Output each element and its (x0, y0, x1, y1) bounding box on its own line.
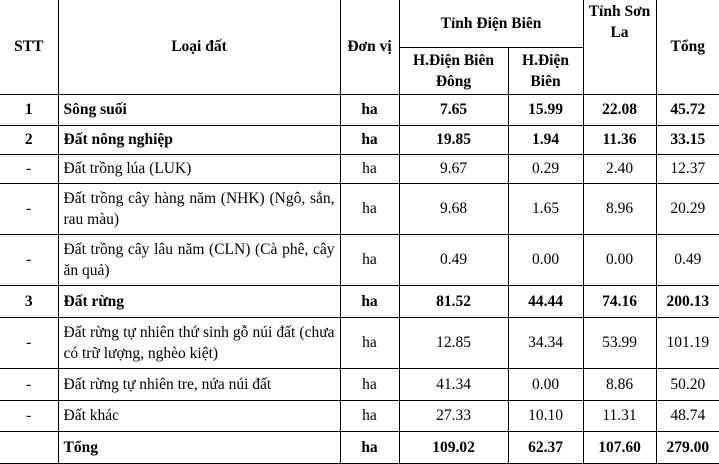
header-row-top (0, 0, 719, 47)
row-dien-bien-cell: 0.00 (508, 368, 583, 400)
row-stt-cell: 2 (0, 125, 58, 154)
header-dien-bien-district: H.Điện Biên (508, 47, 583, 94)
row-stt-cell: - (0, 317, 58, 368)
table-row (0, 234, 719, 285)
header-son-la-province (583, 0, 656, 94)
row-unit-cell: ha (340, 317, 399, 368)
table-row (0, 94, 719, 125)
table-row (0, 431, 719, 463)
row-dien-bien-cell: 0.29 (508, 154, 583, 183)
row-sop-cop-cell: 22.08 (583, 94, 656, 125)
row-sop-cop-cell: 107.60 (583, 431, 656, 463)
row-sop-cop-cell: 53.99 (583, 317, 656, 368)
row-dien-bien-cell: 44.44 (508, 285, 583, 317)
row-sop-cop-cell: 8.96 (583, 183, 656, 234)
row-dien-bien-dong-cell: 9.67 (399, 154, 508, 183)
row-unit-cell: ha (340, 94, 399, 125)
row-land-type-cell: Đất rừng tự nhiên thứ sinh gỗ núi đất (chưa có trữ lượng, nghèo kiệt) (58, 317, 340, 368)
row-dien-bien-cell: 10.10 (508, 400, 583, 431)
table-row (0, 183, 719, 234)
row-unit-cell: ha (340, 400, 399, 431)
row-sop-cop-cell: 2.40 (583, 154, 656, 183)
row-land-type-cell: Đất rừng tự nhiên tre, nứa núi đất (58, 368, 340, 400)
row-total-cell: 20.29 (656, 183, 719, 234)
row-dien-bien-cell: 1.65 (508, 183, 583, 234)
row-unit-cell: ha (340, 125, 399, 154)
header-stt: STT (0, 0, 58, 94)
row-sop-cop-cell: 11.36 (583, 125, 656, 154)
row-stt-cell: - (0, 154, 58, 183)
row-unit-cell: ha (340, 368, 399, 400)
row-land-type-cell: Đất trồng lúa (LUK) (58, 154, 340, 183)
row-dien-bien-dong-cell: 12.85 (399, 317, 508, 368)
row-land-type-cell: Đất trồng cây hàng năm (NHK) (Ngô, sắn, rau màu) (58, 183, 340, 234)
row-land-type-cell: Đất rừng (58, 285, 340, 317)
row-stt-cell: - (0, 400, 58, 431)
row-land-type-cell: Đất khác (58, 400, 340, 431)
header-unit: Đơn vị (340, 0, 399, 94)
row-unit-cell: ha (340, 431, 399, 463)
row-dien-bien-cell: 15.99 (508, 94, 583, 125)
table-row (0, 317, 719, 368)
row-dien-bien-dong-cell: 9.68 (399, 183, 508, 234)
row-dien-bien-cell: 62.37 (508, 431, 583, 463)
row-dien-bien-dong-cell: 27.33 (399, 400, 508, 431)
row-dien-bien-cell: 1.94 (508, 125, 583, 154)
row-stt-cell: - (0, 234, 58, 285)
table-row (0, 400, 719, 431)
row-unit-cell: ha (340, 234, 399, 285)
header-dien-bien-dong-district: H.Điện Biên Đông (399, 47, 508, 94)
row-stt-cell: 3 (0, 285, 58, 317)
row-total-cell: 50.20 (656, 368, 719, 400)
header-land-type: Loại đất (58, 0, 340, 94)
row-stt-cell: - (0, 368, 58, 400)
row-total-cell: 33.15 (656, 125, 719, 154)
table-row (0, 285, 719, 317)
row-unit-cell: ha (340, 183, 399, 234)
row-sop-cop-cell: 8.86 (583, 368, 656, 400)
row-total-cell: 48.74 (656, 400, 719, 431)
row-land-type-cell: Sông suối (58, 94, 340, 125)
row-total-cell: 0.49 (656, 234, 719, 285)
row-dien-bien-cell: 0.00 (508, 234, 583, 285)
header-dien-bien-province: Tỉnh Điện Biên (399, 0, 583, 47)
row-stt-cell: - (0, 183, 58, 234)
row-sop-cop-cell: 0.00 (583, 234, 656, 285)
row-stt-cell (0, 431, 58, 463)
row-unit-cell: ha (340, 154, 399, 183)
row-total-cell: 200.13 (656, 285, 719, 317)
row-stt-cell: 1 (0, 94, 58, 125)
row-dien-bien-dong-cell: 19.85 (399, 125, 508, 154)
row-total-cell: 12.37 (656, 154, 719, 183)
table-row (0, 368, 719, 400)
row-sop-cop-cell: 74.16 (583, 285, 656, 317)
row-total-cell: 279.00 (656, 431, 719, 463)
row-sop-cop-cell: 11.31 (583, 400, 656, 431)
row-unit-cell: ha (340, 285, 399, 317)
table-row (0, 154, 719, 183)
row-land-type-cell: Đất nông nghiệp (58, 125, 340, 154)
row-dien-bien-dong-cell: 109.02 (399, 431, 508, 463)
row-dien-bien-dong-cell: 81.52 (399, 285, 508, 317)
header-total: Tổng (656, 0, 719, 94)
row-dien-bien-cell: 34.34 (508, 317, 583, 368)
table-row (0, 125, 719, 154)
row-land-type-cell: Đất trồng cây lâu năm (CLN) (Cà phê, cây ăn quả) (58, 234, 340, 285)
row-dien-bien-dong-cell: 7.65 (399, 94, 508, 125)
row-land-type-cell: Tổng (58, 431, 340, 463)
row-dien-bien-dong-cell: 0.49 (399, 234, 508, 285)
header-son-la-label: Tỉnh Sơn La (588, 2, 651, 41)
row-total-cell: 45.72 (656, 94, 719, 125)
row-total-cell: 101.19 (656, 317, 719, 368)
row-dien-bien-dong-cell: 41.34 (399, 368, 508, 400)
